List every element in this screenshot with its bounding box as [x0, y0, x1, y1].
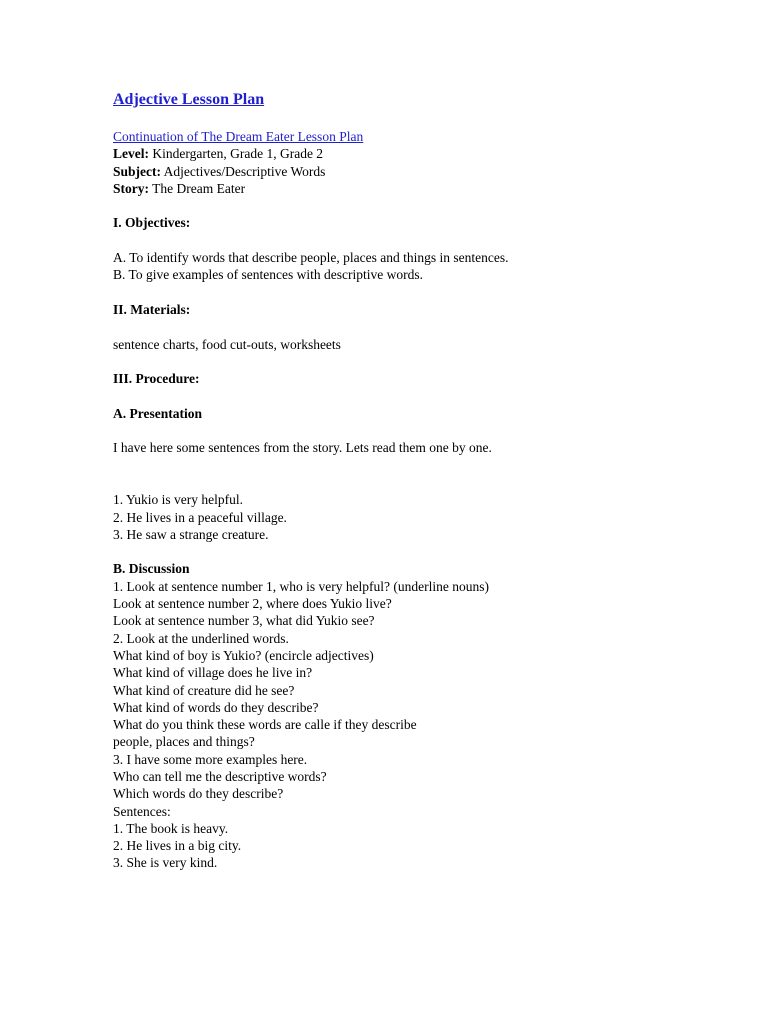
discussion-line: What kind of village does he live in?: [113, 665, 313, 681]
page-title[interactable]: Adjective Lesson Plan: [113, 91, 265, 108]
discussion-line: 2. He lives in a big city.: [113, 838, 242, 854]
discussion-line: Which words do they describe?: [113, 786, 284, 802]
presentation-sentence: 2. He lives in a peaceful village.: [113, 509, 287, 525]
discussion-line: What do you think these words are calle if they describe: [113, 717, 417, 733]
discussion-line: 1. Look at sentence number 1, who is very helpful? (underline nouns): [113, 578, 490, 594]
discussion-line: What kind of boy is Yukio? (encircle adjectives): [113, 647, 374, 663]
discussion-line: Look at sentence number 3, what did Yukio see?: [113, 613, 375, 629]
document-page: [113, 88, 733, 872]
discussion-line: 3. She is very kind.: [113, 855, 218, 871]
presentation-sentence: 1. Yukio is very helpful.: [113, 492, 243, 508]
level-line: [113, 145, 733, 162]
objectives-heading: I. Objectives:: [113, 215, 191, 231]
presentation-sentence: 3. He saw a strange creature.: [113, 526, 269, 542]
discussion-line: 3. I have some more examples here.: [113, 751, 308, 767]
continuation-link[interactable]: Continuation of The Dream Eater Lesson Plan: [113, 129, 364, 144]
materials-heading: II. Materials:: [113, 301, 191, 317]
discussion-line: Look at sentence number 2, where does Yukio live?: [113, 596, 392, 612]
discussion-line: people, places and things?: [113, 734, 255, 750]
subject-line: [113, 163, 733, 180]
presentation-heading: A. Presentation: [113, 405, 202, 421]
materials-text: sentence charts, food cut-outs, worksheets: [113, 336, 341, 352]
story-line: [113, 180, 733, 197]
story-value: The Dream Eater: [149, 180, 246, 196]
procedure-heading: III. Procedure:: [113, 371, 200, 387]
discussion-line: 2. Look at the underlined words.: [113, 630, 289, 646]
discussion-line: Sentences:: [113, 803, 171, 819]
objective-item: A. To identify words that describe people, places and things in sentences.: [113, 250, 509, 266]
objective-item: B. To give examples of sentences with descriptive words.: [113, 267, 423, 283]
level-value: Kindergarten, Grade 1, Grade 2: [149, 146, 324, 162]
discussion-heading: B. Discussion: [113, 561, 190, 577]
discussion-line: What kind of words do they describe?: [113, 699, 319, 715]
subject-label: Subject:: [113, 163, 161, 179]
presentation-intro: I have here some sentences from the story. Lets read them one by one.: [113, 440, 492, 456]
level-label: Level:: [113, 146, 149, 162]
subject-value: Adjectives/Descriptive Words: [161, 163, 326, 179]
story-label: Story:: [113, 180, 149, 196]
discussion-line: Who can tell me the descriptive words?: [113, 768, 327, 784]
discussion-line: 1. The book is heavy.: [113, 820, 229, 836]
discussion-line: What kind of creature did he see?: [113, 682, 295, 698]
